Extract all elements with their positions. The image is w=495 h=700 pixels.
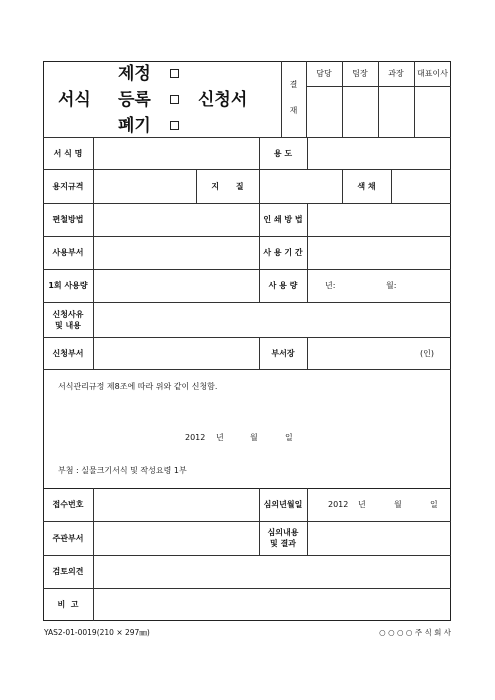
receipt-no-label: 접수번호 bbox=[52, 500, 84, 509]
dept-head-label: 부서장 bbox=[271, 348, 295, 358]
form-name-field[interactable] bbox=[94, 138, 258, 168]
checkbox-abolish[interactable] bbox=[170, 121, 179, 130]
reason-label-line1: 신청사유 bbox=[52, 309, 84, 319]
dept-use-field[interactable] bbox=[94, 237, 258, 268]
remarks-field[interactable] bbox=[94, 589, 450, 620]
usage-label: 용 도 bbox=[273, 148, 293, 158]
applicant-dept-label: 신청부서 bbox=[52, 348, 84, 358]
company-name: ○ ○ ○ ○ 주 식 회 사 bbox=[379, 627, 451, 637]
review-result-label bbox=[259, 521, 307, 555]
paper-size-field[interactable] bbox=[94, 170, 195, 202]
binding-label: 편철방법 bbox=[52, 215, 84, 224]
statement-month-unit: 월 bbox=[250, 432, 258, 442]
approval-role-ceo: 대표이사 bbox=[417, 69, 448, 78]
title-form-word: 서식 bbox=[58, 90, 91, 110]
statement-year-unit: 년 bbox=[216, 432, 224, 442]
opinion-field[interactable] bbox=[94, 556, 450, 587]
single-use-field[interactable] bbox=[94, 270, 258, 301]
review-result-field[interactable] bbox=[308, 522, 450, 554]
review-day-unit: 일 bbox=[430, 500, 438, 509]
checkbox-register[interactable] bbox=[170, 95, 179, 104]
color-field[interactable] bbox=[392, 170, 450, 202]
single-use-label: 1회 사용량 bbox=[48, 281, 88, 290]
approval-label-top: 결 bbox=[289, 79, 298, 89]
approval-sign-staff[interactable] bbox=[307, 87, 341, 136]
managing-dept-label: 주관부서 bbox=[52, 533, 84, 543]
opinion-label: 검토의견 bbox=[52, 567, 84, 576]
approval-role-section-chief: 과장 bbox=[388, 69, 404, 78]
attachment-text: 부첨 : 실물크기서식 및 작성요령 1부 bbox=[58, 465, 187, 475]
review-year: 2012 bbox=[328, 500, 349, 509]
form-code: YAS2-01-0019(210 × 297㎜) bbox=[44, 627, 150, 637]
statement-year: 2012 bbox=[185, 432, 206, 442]
remarks-label: 비 고 bbox=[57, 600, 79, 609]
statement-day-unit: 일 bbox=[285, 432, 293, 442]
receipt-no-field[interactable] bbox=[94, 489, 258, 520]
approval-sign-ceo[interactable] bbox=[415, 87, 450, 136]
review-result-line1: 심의내용 bbox=[267, 528, 299, 537]
usage-field[interactable] bbox=[308, 138, 450, 168]
use-period-label: 사 용 기 간 bbox=[263, 248, 303, 257]
approval-role-staff: 담당 bbox=[316, 69, 332, 78]
paper-quality-field[interactable] bbox=[260, 170, 341, 202]
checkbox-establish[interactable] bbox=[170, 69, 179, 78]
printing-field[interactable] bbox=[308, 204, 450, 235]
use-amount-month-unit: 월: bbox=[386, 281, 397, 290]
title-option-register: 등록 bbox=[118, 90, 151, 110]
printing-label: 인 쇄 방 법 bbox=[263, 215, 303, 224]
form-name-label: 서 식 명 bbox=[53, 148, 83, 158]
approval-sign-section-chief[interactable] bbox=[379, 87, 413, 136]
approval-role-team-lead: 팀장 bbox=[352, 69, 368, 78]
managing-dept-field[interactable] bbox=[94, 522, 258, 554]
paper-size-label: 용지규격 bbox=[52, 181, 84, 191]
review-year-unit: 년 bbox=[358, 500, 366, 509]
reason-label-line2: 및 내용 bbox=[55, 320, 81, 330]
dept-use-label: 사용부서 bbox=[52, 248, 84, 257]
title-suffix: 신청서 bbox=[198, 90, 248, 110]
binding-field[interactable] bbox=[94, 204, 258, 235]
paper-quality-label: 지 질 bbox=[211, 181, 244, 191]
reason-label bbox=[43, 302, 93, 337]
title-option-establish: 제정 bbox=[118, 64, 151, 84]
use-amount-year-unit: 년: bbox=[325, 281, 336, 290]
use-period-field[interactable] bbox=[308, 237, 450, 268]
applicant-dept-field[interactable] bbox=[94, 338, 258, 368]
review-month-unit: 월 bbox=[394, 500, 402, 509]
approval-sign-team-lead[interactable] bbox=[343, 87, 377, 136]
statement-text: 서식관리규정 제8조에 따라 위와 같이 신청함. bbox=[58, 381, 218, 391]
color-label: 색 채 bbox=[357, 181, 376, 191]
approval-label-bottom: 재 bbox=[289, 105, 298, 115]
seal-mark: (인) bbox=[420, 348, 434, 358]
review-result-line2: 및 결과 bbox=[270, 539, 296, 548]
use-amount-label: 사 용 량 bbox=[268, 281, 298, 290]
reason-field[interactable] bbox=[94, 303, 450, 336]
review-date-label: 심의년월일 bbox=[263, 500, 303, 509]
title-option-abolish: 폐기 bbox=[118, 116, 151, 136]
